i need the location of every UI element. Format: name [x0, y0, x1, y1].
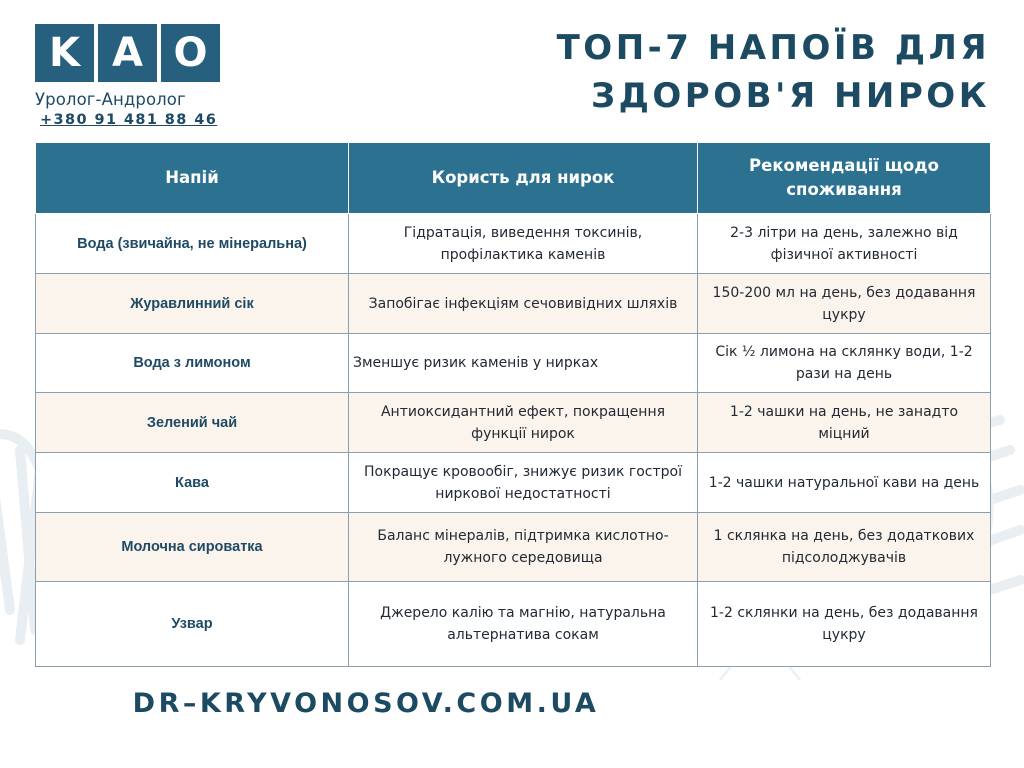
recommendation-cell: Сік ½ лимона на склянку води, 1-2 рази на день	[698, 334, 991, 393]
recommendation-cell: 150-200 мл на день, без додавання цукру	[698, 274, 991, 334]
drink-cell: Узвар	[36, 582, 349, 667]
recommendation-cell: 1 склянка на день, без додаткових підсолоджувачів	[698, 513, 991, 582]
table-header-row	[36, 143, 991, 214]
brand-subtitle: Уролог-Андролог	[35, 90, 186, 109]
title-line-1: ТОП-7 НАПОЇВ ДЛЯ	[556, 28, 990, 68]
drink-cell: Журавлинний сік	[36, 274, 349, 334]
header-drink: Напій	[36, 143, 349, 214]
drink-cell: Зелений чай	[36, 393, 349, 453]
benefit-cell: Зменшує ризик каменів у нирках	[349, 334, 698, 393]
recommendation-cell: 1-2 склянки на день, без додавання цукру	[698, 582, 991, 667]
logo-letter: O	[161, 24, 220, 82]
table-row	[36, 513, 991, 582]
page-title	[470, 24, 990, 120]
benefit-cell: Покращує кровообіг, знижує ризик гострої ниркової недостатності	[349, 453, 698, 513]
logo-letter: A	[98, 24, 157, 82]
header-recommendation: Рекомендації щодо споживання	[698, 143, 991, 214]
title-line-2: ЗДОРОВ'Я НИРОК	[590, 76, 990, 116]
benefit-cell: Джерело калію та магнію, натуральна альтернатива сокам	[349, 582, 698, 667]
recommendation-cell: 1-2 чашки на день, не занадто міцний	[698, 393, 991, 453]
brand-logo	[35, 24, 222, 128]
table-row	[36, 274, 991, 334]
logo-tiles	[35, 24, 222, 82]
phone-link[interactable]: +380 91 481 88 46	[40, 112, 218, 128]
drink-cell: Кава	[36, 453, 349, 513]
benefit-cell: Антиоксидантний ефект, покращення функції нирок	[349, 393, 698, 453]
benefit-cell: Гідратація, виведення токсинів, профілактика каменів	[349, 214, 698, 274]
table-row	[36, 334, 991, 393]
benefit-cell: Баланс мінералів, підтримка кислотно-лужного середовища	[349, 513, 698, 582]
table-row	[36, 214, 991, 274]
drink-cell: Вода (звичайна, не мінеральна)	[36, 214, 349, 274]
drink-cell: Молочна сироватка	[36, 513, 349, 582]
drinks-table	[35, 142, 991, 667]
benefit-cell: Запобігає інфекціям сечовивідних шляхів	[349, 274, 698, 334]
table-row	[36, 453, 991, 513]
logo-letter: K	[35, 24, 94, 82]
drink-cell: Вода з лимоном	[36, 334, 349, 393]
recommendation-cell: 2-3 літри на день, залежно від фізичної активності	[698, 214, 991, 274]
table-row	[36, 393, 991, 453]
table-row	[36, 582, 991, 667]
header-benefit: Користь для нирок	[349, 143, 698, 214]
website-footer	[0, 688, 1024, 719]
website-link[interactable]: DR–KRYVONOSOV.COM.UA	[132, 688, 600, 719]
recommendation-cell: 1-2 чашки натуральної кави на день	[698, 453, 991, 513]
